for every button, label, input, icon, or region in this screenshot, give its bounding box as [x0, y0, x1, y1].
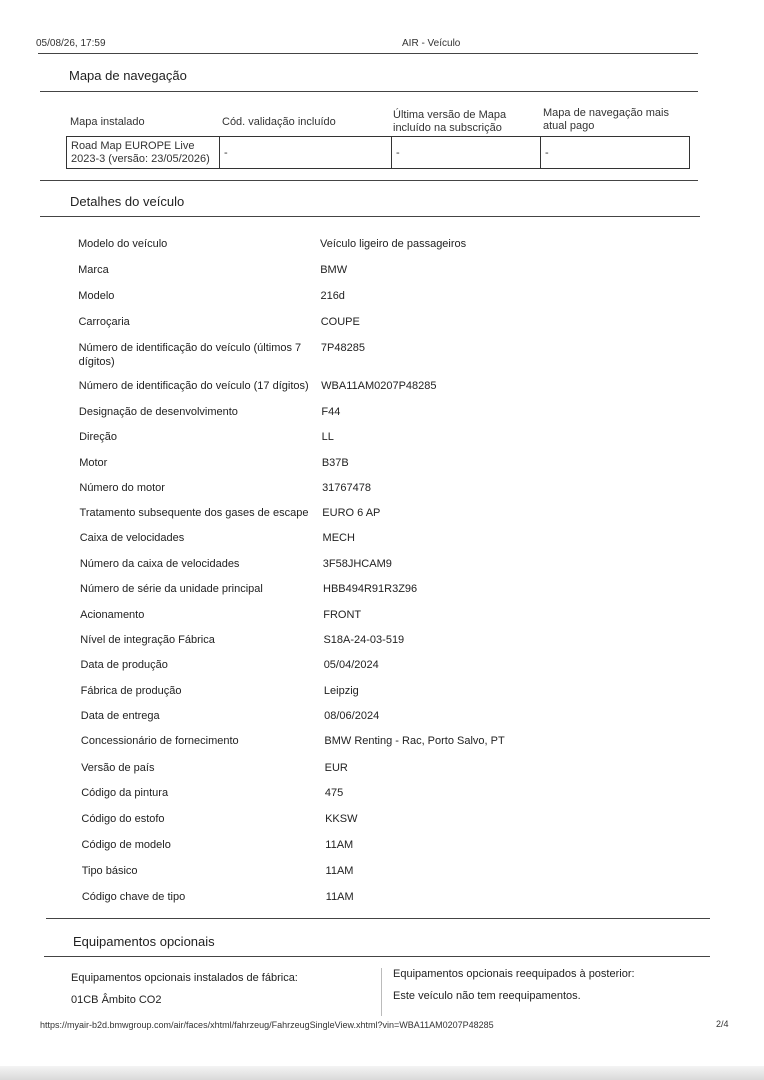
- vehicle-detail-value: B37B: [321, 457, 349, 469]
- vehicle-detail-label: Designação de desenvolvimento: [78, 406, 238, 418]
- vehicle-detail-value: 3F58JHCAM9: [322, 558, 392, 570]
- vehicle-detail-value: Leipzig: [323, 685, 359, 697]
- map-section-divider: [40, 91, 698, 92]
- vehicle-detail-value: 31767478: [322, 482, 372, 494]
- vehicle-detail-value: Veículo ligeiro de passageiros: [320, 238, 467, 250]
- vehicle-detail-label: Modelo: [78, 290, 115, 302]
- vehicle-detail-label: Direção: [79, 431, 117, 443]
- map-section-title: Mapa de navegação: [69, 68, 187, 83]
- print-datetime: 05/08/26, 17:59: [36, 38, 106, 49]
- map-table-bottom-divider: [40, 180, 698, 181]
- vehicle-detail-value: HBB494R91R3Z96: [323, 583, 418, 595]
- vehicle-detail-value: BMW: [320, 264, 348, 276]
- vehicle-section-divider: [40, 216, 700, 217]
- vehicle-detail-label: Concessionário de fornecimento: [80, 735, 239, 747]
- vehicle-detail-label: Tipo básico: [81, 865, 138, 877]
- equipment-section-title: Equipamentos opcionais: [73, 934, 215, 949]
- scan-bottom-edge: [0, 1066, 764, 1080]
- vehicle-detail-label: Motor: [79, 457, 108, 469]
- vehicle-detail-value: 7P48285: [320, 342, 365, 354]
- vehicle-detail-label: Número de identificação do veículo (17 dígitos): [78, 380, 309, 392]
- vehicle-section-title: Detalhes do veículo: [70, 194, 185, 209]
- vehicle-detail-label: Número de identificação do veículo (últimos 7 dígitos): [78, 342, 302, 368]
- vehicle-detail-label: Número do motor: [79, 482, 165, 494]
- page-number: 2/4: [716, 1019, 729, 1029]
- retrofit-equipment-header: Equipamentos opcionais reequipados à posterior:: [393, 968, 635, 980]
- vehicle-detail-value: 05/04/2024: [323, 659, 379, 671]
- vehicle-detail-value: S18A-24-03-519: [323, 634, 405, 646]
- vehicle-detail-value: EURO 6 AP: [322, 507, 381, 519]
- map-installed-value: Road Map EUROPE Live 2023-3 (versão: 23/05/2026): [67, 137, 220, 168]
- vehicle-detail-value: BMW Renting - Rac, Porto Salvo, PT: [324, 735, 505, 747]
- vehicle-detail-value: MECH: [322, 532, 355, 544]
- vehicle-detail-label: Carroçaria: [78, 316, 130, 328]
- map-col-installed: Mapa instalado: [70, 116, 145, 128]
- map-paid-value: -: [545, 147, 549, 159]
- vehicle-detail-label: Código chave de tipo: [81, 891, 186, 903]
- factory-equipment-header: Equipamentos opcionais instalados de fábrica:: [71, 972, 298, 984]
- factory-equipment-value: 01CB Âmbito CO2: [71, 994, 162, 1006]
- vehicle-detail-value: 475: [324, 787, 344, 799]
- equipment-section-divider: [44, 956, 710, 957]
- vehicle-detail-value: 216d: [320, 290, 345, 302]
- vehicle-detail-label: Data de entrega: [80, 710, 160, 722]
- vehicle-detail-label: Data de produção: [80, 659, 168, 671]
- vehicle-details-bottom-divider: [46, 918, 710, 919]
- vehicle-detail-label: Número de série da unidade principal: [80, 583, 263, 595]
- vehicle-detail-label: Código da pintura: [81, 787, 169, 799]
- vehicle-detail-value: COUPE: [320, 316, 360, 328]
- map-col-paid-version: Mapa de navegação mais atual pago: [543, 107, 669, 132]
- vehicle-detail-value: 11AM: [325, 839, 354, 851]
- vehicle-detail-value: WBA11AM0207P48285: [321, 380, 437, 392]
- vehicle-detail-label: Número da caixa de velocidades: [79, 558, 240, 570]
- vehicle-detail-label: Caixa de velocidades: [79, 532, 185, 544]
- vehicle-detail-label: Marca: [78, 264, 109, 276]
- page-header-title: AIR - Veículo: [402, 38, 461, 49]
- map-validation-value: -: [220, 137, 392, 168]
- retrofit-equipment-value: Este veículo não tem reequipamentos.: [393, 990, 581, 1002]
- vehicle-detail-label: Código de modelo: [81, 839, 171, 851]
- vehicle-detail-label: Acionamento: [80, 609, 145, 621]
- map-table-row: [66, 136, 690, 169]
- map-col-validation-code: Cód. validação incluído: [222, 116, 336, 128]
- footer-url: https://myair-b2d.bmwgroup.com/air/faces/xhtml/fahrzeug/FahrzeugSingleView.xhtml?vin=WBA11AM0207P48285: [40, 1020, 494, 1030]
- vehicle-detail-label: Fábrica de produção: [80, 685, 182, 697]
- vehicle-detail-value: FRONT: [323, 609, 362, 621]
- vehicle-detail-value: 08/06/2024: [324, 710, 380, 722]
- vehicle-detail-value: F44: [321, 406, 341, 418]
- vehicle-detail-value: EUR: [324, 762, 348, 774]
- map-latest-value: -: [392, 137, 541, 168]
- vehicle-detail-value: LL: [321, 431, 334, 443]
- vehicle-detail-label: Código do estofo: [81, 813, 165, 825]
- vehicle-detail-value: 11AM: [325, 891, 354, 903]
- vehicle-detail-value: 11AM: [325, 865, 354, 877]
- header-divider: [38, 53, 698, 54]
- equipment-column-divider: [381, 968, 382, 1016]
- vehicle-detail-value: KKSW: [325, 813, 358, 825]
- vehicle-detail-label: Tratamento subsequente dos gases de escape: [79, 507, 309, 519]
- map-col-latest-version: Última versão de Mapa incluído na subscrição: [393, 109, 507, 134]
- vehicle-detail-label: Modelo do veículo: [78, 238, 168, 250]
- vehicle-detail-label: Nível de integração Fábrica: [80, 634, 215, 646]
- vehicle-detail-label: Versão de país: [81, 762, 155, 774]
